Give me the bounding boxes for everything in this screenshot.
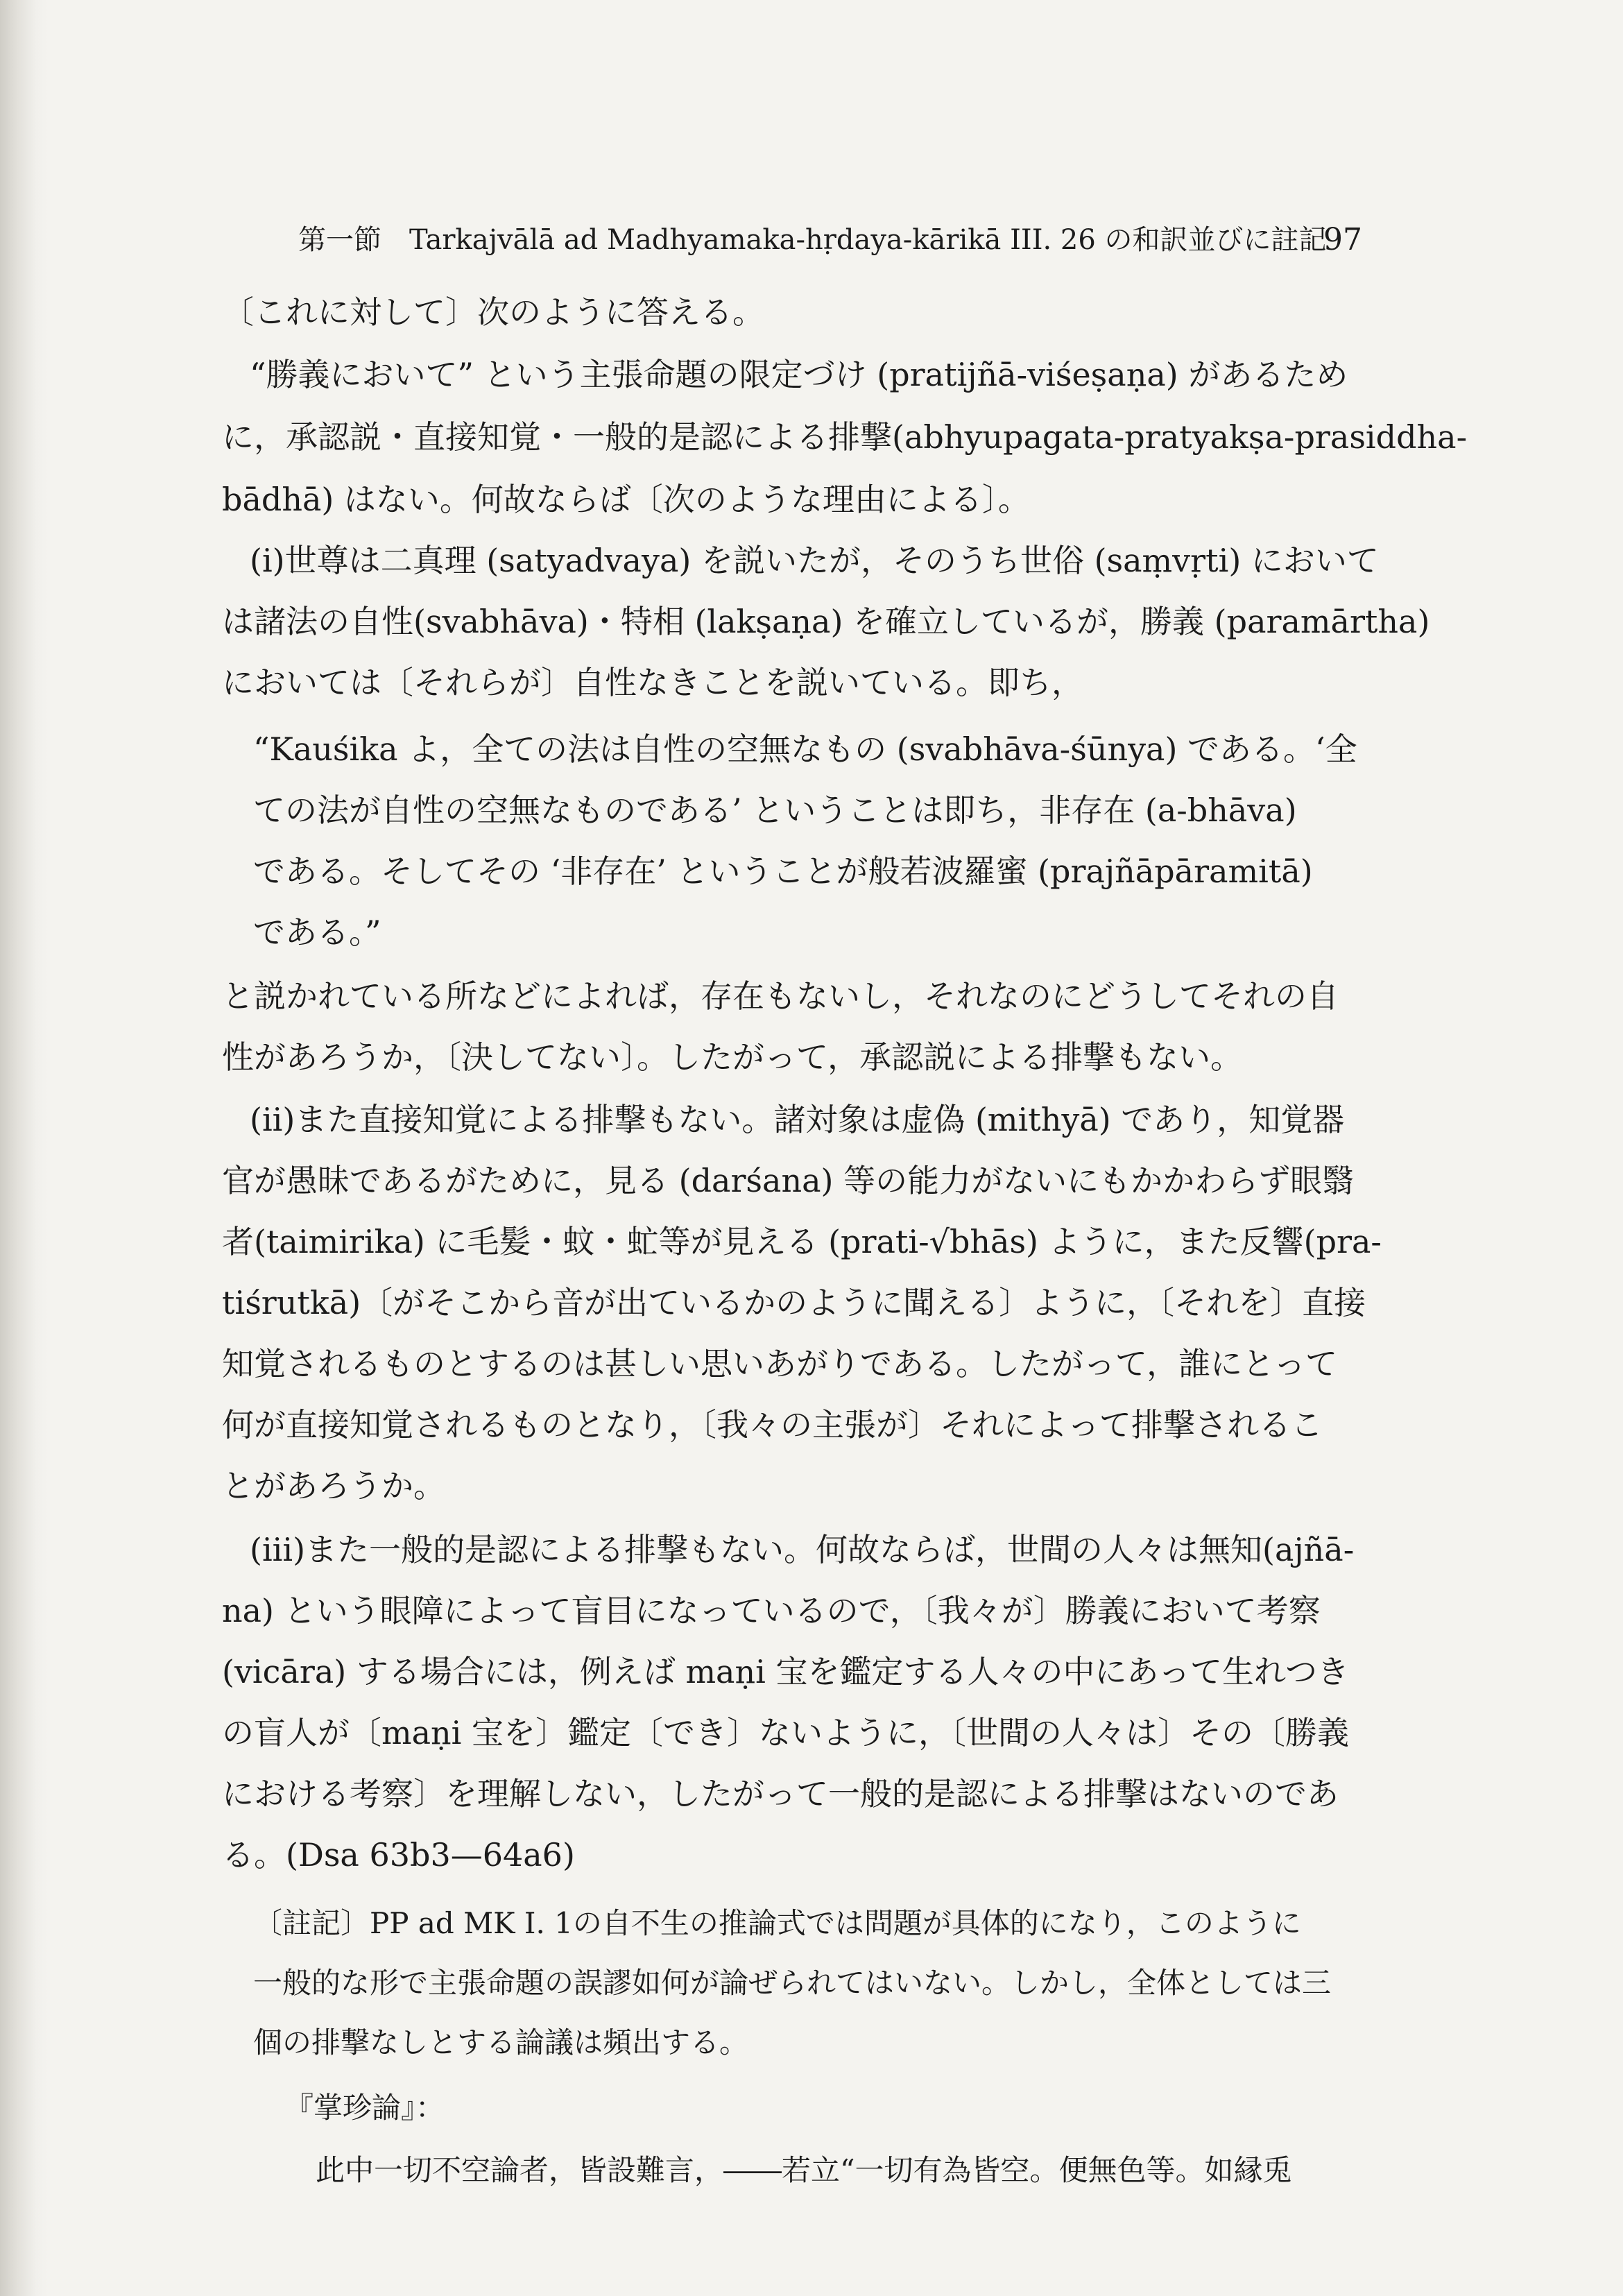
- text-line: (iii)また一般的是認による排撃もない。何故ならば，世間の人々は無知(ajñā-: [250, 1531, 1355, 1568]
- page-number: 97: [1323, 222, 1362, 257]
- text-line: tiśrutkā)〔がそこから音が出ているかのように聞える〕ように，〔それを〕直接: [222, 1284, 1366, 1321]
- text-line: 官が愚昧であるがために，見る (darśana) 等の能力がないにもかかわらず眼翳: [222, 1162, 1355, 1199]
- text-line: においては〔それらが〕自性なきことを説いている。即ち，: [222, 664, 1083, 701]
- quote-line: である。”: [253, 914, 381, 951]
- text-line: の盲人が〔maṇi 宝を〕鑑定〔でき〕ないように，〔世間の人々は〕その〔勝義: [222, 1714, 1350, 1751]
- text-line: bādhā) はない。何故ならば〔次のような理由による〕。: [222, 481, 1030, 518]
- quote-line: ての法が自性の空無なものである’ ということは即ち，非存在 (a-bhāva): [253, 791, 1297, 829]
- text-line: に，承認説・直接知覚・一般的是認による排撃(abhyupagata-pratyakṣa-prasiddha-: [222, 418, 1468, 456]
- scan-shadow-edge: [0, 0, 49, 2296]
- quote-line: である。そしてその ‘非存在’ ということが般若波羅蜜 (prajñāpāramitā): [253, 853, 1313, 890]
- text-line: は諸法の自性(svabhāva)・特相 (lakṣaṇa) を確立しているが，勝義 (paramārtha): [222, 603, 1430, 640]
- text-line: 性があろうか，〔決してない〕。したがって，承認説による排撃もない。: [222, 1038, 1243, 1076]
- note-line: 個の排撃なしとする論議は頻出する。: [253, 2025, 749, 2059]
- note-title: 『掌珍論』：: [284, 2091, 445, 2125]
- text-line: 何が直接知覚されるものとなり，〔我々の主張が〕それによって排撃されるこ: [222, 1406, 1323, 1443]
- text-line: 者(taimirika) に毛髪・蚊・虻等が見える (prati-√bhās) ように，また反響(pra-: [222, 1223, 1382, 1260]
- running-header: 第一節 Tarkajvālā ad Madhyamaka-hṛdaya-kārikā III. 26 の和訳並びに註記: [298, 224, 1327, 256]
- note-line: 一般的な形で主張命題の誤謬如何が論ぜられてはいない。しかし，全体としては三: [253, 1966, 1332, 2000]
- text-line: (i)世尊は二真理 (satyadvaya) を説いたが，そのうち世俗 (saṃvṛti) において: [250, 542, 1379, 579]
- text-line: 知覚されるものとするのは甚しい思いあがりである。したがって，誰にとって: [222, 1345, 1338, 1382]
- text-line: (vicāra) する場合には，例えば maṇi 宝を鑑定する人々の中にあって生れつき: [222, 1653, 1350, 1690]
- text-line: における考察〕を理解しない，したがって一般的是認による排撃はないのであ: [222, 1775, 1339, 1813]
- text-line: na) という眼障によって盲目になっているので，〔我々が〕勝義において考察: [222, 1592, 1321, 1629]
- text-line: “勝義において” という主張命題の限定づけ (pratijñā-viśeṣaṇa) があるため: [250, 356, 1348, 393]
- text-line: 〔これに対して〕次のように答える。: [222, 293, 764, 331]
- text-line: (ii)また直接知覚による排撃もない。諸対象は虚偽 (mithyā) であり，知覚器: [250, 1101, 1345, 1138]
- text-line: と説かれている所などによれば，存在もないし，それなのにどうしてそれの自: [222, 977, 1339, 1015]
- text-line: とがあろうか。: [222, 1467, 445, 1505]
- text-line: る。(Dsa 63b3—64a6): [222, 1836, 575, 1874]
- note-line: 〔註記〕PP ad MK I. 1の自不生の推論式では問題が具体的になり，このように: [253, 1906, 1301, 1940]
- quote-line: “Kauśika よ，全ての法は自性の空無なもの (svabhāva-śūnya) である。‘全: [253, 730, 1357, 768]
- note-line: 此中一切不空論者，皆設難言，――若立“一切有為皆空。便無色等。如縁兎: [316, 2153, 1292, 2187]
